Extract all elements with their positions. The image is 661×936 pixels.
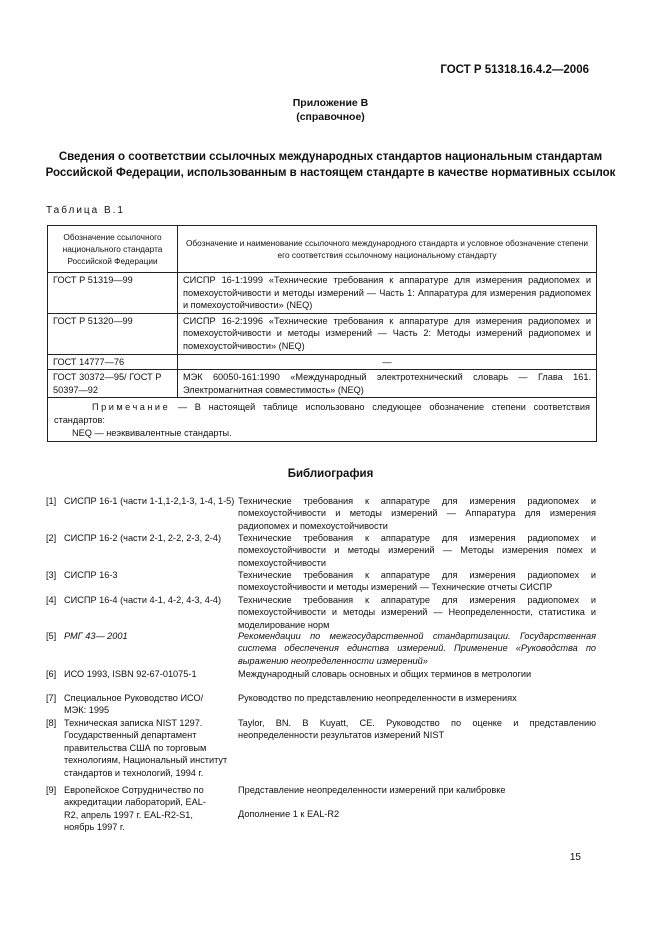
table-cell-national: ГОСТ 14777—76 xyxy=(48,354,178,370)
bib-number: [4] xyxy=(46,595,57,605)
bib-reference: СИСПР 16-4 (части 4-1, 4-2, 4-3, 4-4) xyxy=(64,595,222,605)
bib-description: Технические требования к аппаратуре для измерения радиопомех и помехоустойчивости и методы измерений — Технические отчеты СИСПР xyxy=(238,570,596,593)
bib-description: Руководство по представлению неопределенности в измерениях xyxy=(238,693,517,703)
bib-reference: СИСПР 16-3 xyxy=(64,570,118,580)
table-note xyxy=(48,398,597,442)
bib-description: Технические требования к аппаратуре для измерения радиопомех и помехоустойчивости и методы измерений — Методы измерения помех и помехоустойчивости xyxy=(238,533,596,568)
bib-number: [8] xyxy=(46,718,57,728)
table-cell-international: МЭК 60050-161:1990 «Международный электротехнический словарь — Глава 161. Электромагнитная совместимость» (NEQ) xyxy=(178,370,597,398)
bib-reference: СИСПР 16-2 (части 2-1, 2-2, 2-3, 2-4) xyxy=(64,533,222,543)
bib-description: Рекомендации по межгосударственной стандартизации. Государственная система обеспечения единства измерений. Применение «Руководства по выражению неопределенности измерений» xyxy=(238,631,596,666)
table-cell-international: — xyxy=(178,354,597,370)
bib-reference: РМГ 43— 2001 xyxy=(64,631,128,641)
bib-number: [7] xyxy=(46,693,57,703)
table-note-row xyxy=(48,398,597,442)
bib-reference: ИСО 1993, ISBN 92-67-01075-1 xyxy=(64,669,197,679)
note-label: Примечание xyxy=(92,402,171,413)
bib-number: [9] xyxy=(46,785,57,795)
table-cell-international: СИСПР 16-2:1996 «Технические требования к аппаратуре для измерения радиопомех и помехоустойчивости и методы измерений — Часть 2: Методы измерений радиопомех и помехоустойчивости» (NEQ) xyxy=(178,313,597,354)
bibliography-title: Библиография xyxy=(287,468,374,480)
bib-reference: Техническая записка NIST 1297. Государственный департамент правительства США по торговым технологиям, Национальный институт стандартов и технологий, 1994 г. xyxy=(64,718,228,778)
bib-number: [3] xyxy=(46,570,57,580)
table-row xyxy=(48,273,597,314)
table-cell-national: ГОСТ Р 51319—99 xyxy=(48,273,178,314)
appendix-label: Приложение В xyxy=(292,97,369,109)
table-cell-international: СИСПР 16-1:1999 «Технические требования к аппаратуре для измерения радиопомех и помехоустойчивости и методы измерений — Часть 1: Аппаратура для измерения радиопомех и помехоустойчивости» (NEQ) xyxy=(178,273,597,314)
bib-description-supplement: Дополнение 1 к EAL-R2 xyxy=(238,809,340,819)
page-number: 15 xyxy=(569,852,581,863)
bib-description: Международный словарь основных и общих терминов в метрологии xyxy=(238,669,532,679)
bib-description: Представление неопределенности измерений при калибровке xyxy=(238,785,506,795)
table-cell-national: ГОСТ Р 51320—99 xyxy=(48,313,178,354)
table-row xyxy=(48,370,597,398)
appendix-title xyxy=(40,96,621,124)
table-header-row xyxy=(48,226,597,273)
table-header-cell: Обозначение и наименование ссылочного международного стандарта и условное обозначение степени его соответствия ссылочному национальному стандарту xyxy=(178,226,597,273)
bib-description: Технические требования к аппаратуре для измерения радиопомех и помехоустойчивости и методы измерений — Аппаратура для измерения радиопомех и помехоустойчивости xyxy=(238,496,596,531)
appendix-type: (справочное) xyxy=(296,111,365,123)
table-row xyxy=(48,354,597,370)
appendix-heading-text: Сведения о соответствии ссылочных международных стандартов национальным стандартам Российской Федерации, использованным в настоящем стандарте в качестве нормативных ссылок xyxy=(45,151,616,179)
bib-number: [2] xyxy=(46,533,57,543)
bib-reference: Специальное Руководство ИСО/МЭК: 1995 xyxy=(64,693,204,716)
note-line: NEQ — неэквивалентные стандарты. xyxy=(72,427,232,438)
bib-number: [5] xyxy=(46,631,57,641)
table-row xyxy=(48,313,597,354)
document-code: ГОСТ Р 51318.16.4.2—2006 xyxy=(440,64,589,76)
reference-table xyxy=(47,225,597,442)
bib-description: Технические требования к аппаратуре для измерения радиопомех и помехоустойчивости и методы измерений — Неопределенности, статистика и моделирование норм xyxy=(238,595,596,630)
bib-reference: СИСПР 16-1 (части 1-1,1-2,1-3, 1-4, 1-5) xyxy=(64,496,235,506)
table-label: Таблица В.1 xyxy=(46,205,125,216)
bib-description: Taylor, BN. B Kuyatt, CE. Руководство по оценке и представлению неопределенности результатов измерений NIST xyxy=(238,718,596,741)
table-header-cell: Обозначение ссылочного национального стандарта Российской Федерации xyxy=(48,226,178,273)
note-text: — В настоящей таблице использовано следующее обозначение степени соответствия стандартов: xyxy=(54,402,590,425)
bib-reference: Европейское Сотрудничество по аккредитации лабораторий, EAL-R2, апрель 1997 г. EAL-R2-S1, ноябрь 1997 г. xyxy=(64,785,206,833)
bib-number: [6] xyxy=(46,669,57,679)
table-cell-national: ГОСТ 30372—95/ ГОСТ Р 50397—92 xyxy=(48,370,178,398)
appendix-heading xyxy=(40,149,621,181)
bib-number: [1] xyxy=(46,496,57,506)
